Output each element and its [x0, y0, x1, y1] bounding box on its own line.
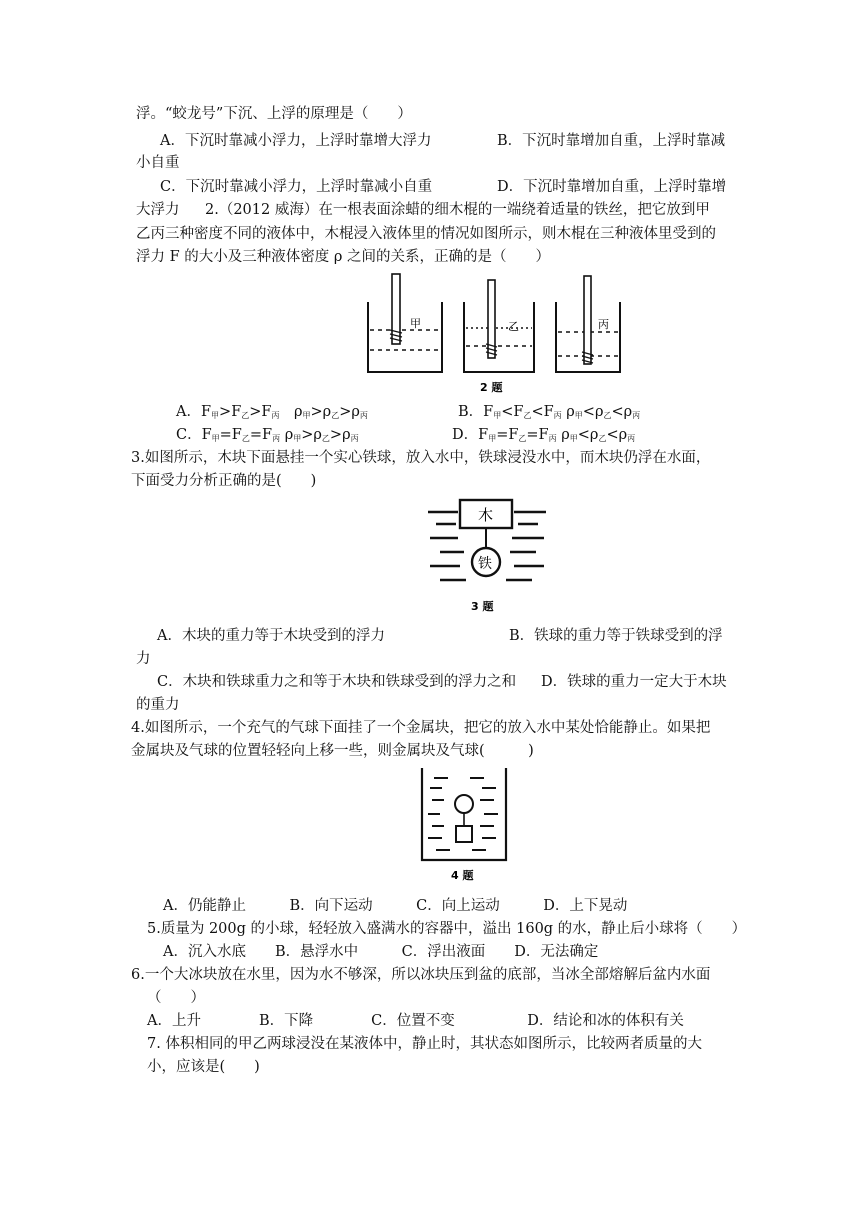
q3-figure: [426, 494, 550, 618]
q1-stem-tail: 浮。“蛟龙号”下沉、上浮的原理是（ ）: [136, 106, 412, 122]
q2-stem-line3: 浮力 F 的大小及三种液体密度 ρ 之间的关系，正确的是（ ）: [136, 249, 551, 265]
q5-options: A．沉入水底 B．悬浮水中 C．浮出液面 D．无法确定: [163, 944, 599, 960]
q4-figure: [418, 764, 510, 886]
q3-iron-label: 铁: [478, 556, 492, 572]
q4-options: A．仍能静止 B．向下运动 C．向上运动 D．上下晃动: [163, 898, 628, 914]
q3-option-d-cont: 的重力: [136, 697, 180, 713]
q4-stem-line1: 4.如图所示，一个充气的气球下面挂了一个金属块，把它的放入水中某处恰能静止。如果把: [131, 720, 711, 736]
q2-stick-jia: [392, 274, 400, 344]
q3-stem-line1: 3.如图所示，木块下面悬挂一个实心铁球，放入水中，铁球浸没水中，而木块仍浮在水面，: [131, 450, 711, 466]
q1-option-b: B．下沉时靠增加自重，上浮时靠减: [497, 133, 726, 149]
q2-option-c: C．$F_甲=F_乙=F_丙$ $\rho_甲>\rho_乙>\rho_丙$: [176, 427, 359, 443]
q4-metal-block: [456, 826, 472, 842]
q6-options: A．上升 B．下降 C．位置不变 D．结论和冰的体积有关: [147, 1013, 684, 1029]
q7-stem-line2: 小，应该是( ): [147, 1059, 260, 1075]
q2-figure: [360, 272, 624, 398]
q1-option-d-cont: 大浮力: [136, 202, 180, 218]
q3-option-b: B．铁球的重力等于铁球受到的浮: [509, 628, 723, 644]
q4-stem-line2: 金属块及气球的位置轻轻向上移一些，则金属块及气球( ): [131, 743, 534, 759]
q2-caption: 2 题: [480, 381, 503, 394]
q1-option-c: C．下沉时靠减小浮力，上浮时靠减小自重: [160, 179, 433, 195]
q6-stem-line1: 6.一个大冰块放在水里，因为水不够深，所以冰块压到盆的底部，当冰全部熔解后盆内水面: [131, 967, 711, 983]
q2-label-bing: 丙: [598, 318, 609, 331]
q2-stick-bing: [584, 276, 591, 364]
q3-option-a: A．木块的重力等于木块受到的浮力: [157, 628, 385, 644]
q2-beaker-yi: [464, 302, 534, 372]
q2-option-d: D．$F_甲=F_乙=F_丙$ $\rho_甲<\rho_乙<\rho_丙$: [452, 427, 636, 443]
q1-option-a: A．下沉时靠减小浮力，上浮时靠增大浮力: [160, 133, 432, 149]
q2-stem-line1: 2.（2012 威海）在一根表面涂蜡的细木棍的一端绕着适量的铁丝，把它放到甲: [205, 202, 710, 218]
q2-stem-line2: 乙丙三种密度不同的液体中，木棍浸入液体里的情况如图所示，则木棍在三种液体里受到的: [136, 226, 716, 242]
q3-option-b-cont: 力: [136, 651, 151, 667]
q7-stem-line1: 7. 体积相同的甲乙两球浸没在某液体中，静止时，其状态如图所示，比较两者质量的大: [147, 1036, 702, 1052]
q3-stem-line2: 下面受力分析正确的是( ): [131, 473, 317, 489]
q3-caption: 3 题: [471, 600, 494, 613]
q1-option-d: D．下沉时靠增加自重，上浮时靠增: [497, 179, 727, 195]
q6-stem-line2: （ ）: [147, 990, 205, 1006]
q2-beaker-jia: [368, 302, 442, 372]
q1-option-b-cont: 小自重: [136, 155, 180, 171]
q3-wood-label: 木: [478, 506, 494, 524]
q2-option-a: A．$F_甲>F_乙>F_丙$ $\rho_甲>\rho_乙>\rho_丙$: [176, 404, 368, 420]
q4-balloon: [455, 795, 473, 813]
q2-option-b: B．$F_甲<F_乙<F_丙$ $\rho_甲<\rho_乙<\rho_丙$: [458, 404, 641, 420]
q2-label-jia: 甲: [410, 317, 421, 330]
q3-option-c: C．木块和铁球重力之和等于木块和铁球受到的浮力之和: [157, 674, 517, 690]
q5-stem: 5.质量为 200g 的小球，轻轻放入盛满水的容器中，溢出 160g 的水，静止后小球将（ ）: [147, 921, 747, 937]
q4-caption: 4 题: [451, 869, 474, 882]
q3-option-d: D．铁球的重力一定大于木块: [541, 674, 727, 690]
q2-label-yi: 乙: [508, 320, 519, 333]
